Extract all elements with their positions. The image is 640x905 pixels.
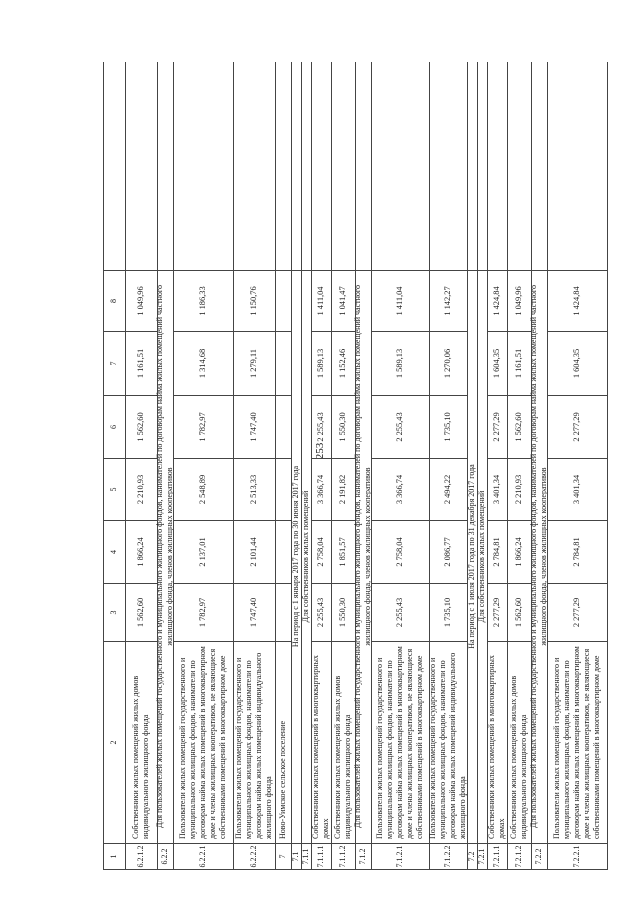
value-cell: 2 758,04 — [371, 520, 429, 583]
header-cell: 5 — [103, 458, 125, 520]
row-right-edge — [467, 270, 477, 271]
value-cell: 2 210,93 — [507, 458, 531, 520]
value-cell: 1 562,60 — [507, 395, 531, 458]
value-cell: 1 562,60 — [507, 583, 531, 641]
value-cell: 2 784,81 — [487, 520, 507, 583]
table-row — [429, 62, 467, 870]
row-code: 7.2.2 — [531, 843, 547, 870]
header-cell: 1 — [103, 843, 125, 870]
value-cell: 2 137,01 — [173, 520, 233, 583]
header-cell: 3 — [103, 583, 125, 641]
value-cell: 1 424,84 — [487, 270, 507, 331]
row-right-edge — [301, 270, 311, 271]
value-cell: 1 186,33 — [173, 270, 233, 331]
row-code: 7.1.1 — [301, 843, 311, 870]
row-description: Собственники жилых помещений жилых домов индивидуального жилищного фонда — [507, 641, 531, 843]
table-row — [125, 62, 157, 870]
header-cell: 4 — [103, 520, 125, 583]
row-code: 6.2.2 — [157, 843, 173, 870]
value-cell: 2 101,44 — [233, 520, 275, 583]
table-row — [547, 62, 607, 870]
row-code: 7.1.2 — [355, 843, 371, 870]
row-code: 7.1.2.1 — [371, 843, 429, 870]
value-cell: 1 866,24 — [125, 520, 157, 583]
value-cell: 1 161,51 — [507, 331, 531, 395]
value-cell: 1 562,60 — [125, 583, 157, 641]
table-row — [291, 62, 301, 870]
table-row — [487, 62, 507, 870]
table-row — [157, 62, 173, 870]
value-cell — [275, 583, 291, 641]
row-description: Пользователи жилых помещений государственного и муниципального жилищных фондов, наниматели по договорам найма жилых помещений в многоквартирном доме и члены жилищных кооперативов, не являющиеся собственниками помещений в многоквартирном доме — [173, 641, 233, 843]
row-code: 6.2.2.2 — [233, 843, 275, 870]
header-cell: 6 — [103, 395, 125, 458]
header-row — [103, 62, 125, 870]
value-cell — [275, 270, 291, 331]
value-cell: 1 735,10 — [429, 583, 467, 641]
table-row — [507, 62, 531, 870]
value-cell: 3 401,34 — [547, 458, 607, 520]
section-heading: На период с 1 июля 2017 года по 31 декабря 2017 года — [467, 464, 477, 649]
row-code: 7.2.1.1 — [487, 843, 507, 870]
table-row — [477, 62, 487, 870]
header-cell: 2 — [103, 641, 125, 843]
value-cell: 2 210,93 — [125, 458, 157, 520]
value-cell: 2 277,29 — [547, 395, 607, 458]
section-heading: На период с 1 января 2017 года по 30 июня 2017 года — [291, 465, 301, 648]
value-cell: 1 049,96 — [125, 270, 157, 331]
value-cell: 1 161,51 — [125, 331, 157, 395]
value-cell: 2 255,43 — [371, 583, 429, 641]
row-description: Ново-Уимское сельское поселение — [275, 641, 291, 843]
row-right-edge — [531, 270, 547, 271]
row-code: 7.1.1.2 — [331, 843, 355, 870]
table-row — [531, 62, 547, 870]
section-heading: Для пользователей жилых помещений государственного и муниципального жилищного фондов, нанимателей по договорам найма жилых помещений частного жилищного фонда, членов жилищных кооперативов — [353, 284, 372, 829]
row-description: Собственники жилых помещений в многоквартирных домах — [487, 641, 507, 843]
section-heading: Для собственников жилых помещений — [301, 490, 311, 623]
value-cell: 1 411,04 — [311, 270, 331, 331]
value-cell: 1 866,24 — [507, 520, 531, 583]
table-row — [275, 62, 291, 870]
value-cell — [275, 520, 291, 583]
value-cell: 3 366,74 — [311, 458, 331, 520]
value-cell: 2 494,22 — [429, 458, 467, 520]
row-description: Пользователи жилых помещений государственного и муниципального жилищных фондов, наниматели по договорам найма жилых помещений индивидуального жилищного фонда — [233, 641, 275, 843]
row-description: Собственники жилых помещений в многоквартирных домах — [311, 641, 331, 843]
value-cell: 1 550,30 — [331, 583, 355, 641]
value-cell: 2 255,43 — [311, 583, 331, 641]
value-cell: 2 758,04 — [311, 520, 331, 583]
row-description: Собственники жилых помещений жилых домов индивидуального жилищного фонда — [125, 641, 157, 843]
table-row — [311, 62, 331, 870]
row-code: 6.2.2.1 — [173, 843, 233, 870]
section-heading: Для пользователей жилых помещений государственного и муниципального жилищного фондов, нанимателей по договорам найма жилых помещений частного жилищного фонда, членов жилищных кооперативов — [155, 284, 174, 829]
value-cell: 1 747,40 — [233, 583, 275, 641]
value-cell: 2 784,81 — [547, 520, 607, 583]
row-code: 7.1.1.1 — [311, 843, 331, 870]
value-cell — [275, 331, 291, 395]
value-cell: 1 424,84 — [547, 270, 607, 331]
value-cell: 1 279,11 — [233, 331, 275, 395]
header-cell: 7 — [103, 331, 125, 395]
value-cell: 1 735,10 — [429, 395, 467, 458]
row-description: Пользователи жилых помещений государственного и муниципального жилищных фондов, наниматели по договорам найма жилых помещений в многоквартирном доме и члены жилищных кооперативов, не являющиеся собственниками помещений в многоквартирном доме — [371, 641, 429, 843]
value-cell: 1 041,47 — [331, 270, 355, 331]
table-row — [467, 62, 477, 870]
value-cell: 1 747,40 — [233, 395, 275, 458]
table-row — [233, 62, 275, 870]
value-cell: 1 562,60 — [125, 395, 157, 458]
row-divider — [607, 62, 608, 870]
value-cell: 1 049,96 — [507, 270, 531, 331]
row-code: 7.1 — [291, 843, 301, 870]
value-cell: 1 411,04 — [371, 270, 429, 331]
value-cell: 2 277,29 — [547, 583, 607, 641]
value-cell: 1 270,06 — [429, 331, 467, 395]
rotated-table-area — [97, 62, 601, 870]
value-cell — [275, 458, 291, 520]
row-right-edge — [291, 270, 301, 271]
table-row — [301, 62, 311, 870]
table-row — [173, 62, 233, 870]
section-heading: Для пользователей жилых помещений государственного и муниципального жилищного фондов, нанимателей по договорам найма жилых помещений частного жилищного фонда, членов жилищных кооперативов — [529, 284, 548, 829]
value-cell: 1 589,13 — [311, 331, 331, 395]
table-row — [331, 62, 355, 870]
value-cell: 3 366,74 — [371, 458, 429, 520]
value-cell: 2 548,89 — [173, 458, 233, 520]
row-code: 7.2.2.1 — [547, 843, 607, 870]
value-cell: 2 277,29 — [487, 583, 507, 641]
row-code: 6.2.1.2 — [125, 843, 157, 870]
value-cell: 1 782,97 — [173, 583, 233, 641]
value-cell: 1 604,35 — [487, 331, 507, 395]
value-cell: 1 142,27 — [429, 270, 467, 331]
value-cell: 1 550,30 — [331, 395, 355, 458]
value-cell: 1 604,35 — [547, 331, 607, 395]
row-description: Пользователи жилых помещений государственного и муниципального жилищных фондов, наниматели по договорам найма жилых помещений индивидуального жилищного фонда — [429, 641, 467, 843]
value-cell: 1 589,13 — [371, 331, 429, 395]
value-cell: 2 191,82 — [331, 458, 355, 520]
row-description: Пользователи жилых помещений государственного и муниципального жилищных фондов, наниматели по договорам найма жилых помещений в многоквартирном доме и члены жилищных кооперативов, не являющиеся собственниками помещений в многоквартирном доме — [547, 641, 607, 843]
value-cell: 2 277,29 — [487, 395, 507, 458]
header-cell: 8 — [103, 270, 125, 331]
row-right-edge — [157, 270, 173, 271]
value-cell: 1 150,76 — [233, 270, 275, 331]
value-cell: 1 314,68 — [173, 331, 233, 395]
section-heading: Для собственников жилых помещений — [477, 490, 487, 623]
value-cell — [275, 395, 291, 458]
row-code: 7.2.1 — [477, 843, 487, 870]
value-cell: 2 255,43 — [371, 395, 429, 458]
value-cell: 2 513,33 — [233, 458, 275, 520]
row-right-edge — [355, 270, 371, 271]
value-cell: 1 782,97 — [173, 395, 233, 458]
table-row — [355, 62, 371, 870]
row-code: 7 — [275, 843, 291, 870]
table-row — [371, 62, 429, 870]
row-description: Собственники жилых помещений жилых домов индивидуального жилищного фонда — [331, 641, 355, 843]
value-cell: 1 851,57 — [331, 520, 355, 583]
value-cell: 2 255,43 — [311, 395, 331, 458]
page-number: 253 — [314, 442, 326, 460]
value-cell: 2 086,77 — [429, 520, 467, 583]
row-right-edge — [477, 270, 487, 271]
value-cell: 1 152,46 — [331, 331, 355, 395]
row-code: 7.1.2.2 — [429, 843, 467, 870]
row-code: 7.2.1.2 — [507, 843, 531, 870]
row-code: 7.2 — [467, 843, 477, 870]
value-cell: 3 401,34 — [487, 458, 507, 520]
